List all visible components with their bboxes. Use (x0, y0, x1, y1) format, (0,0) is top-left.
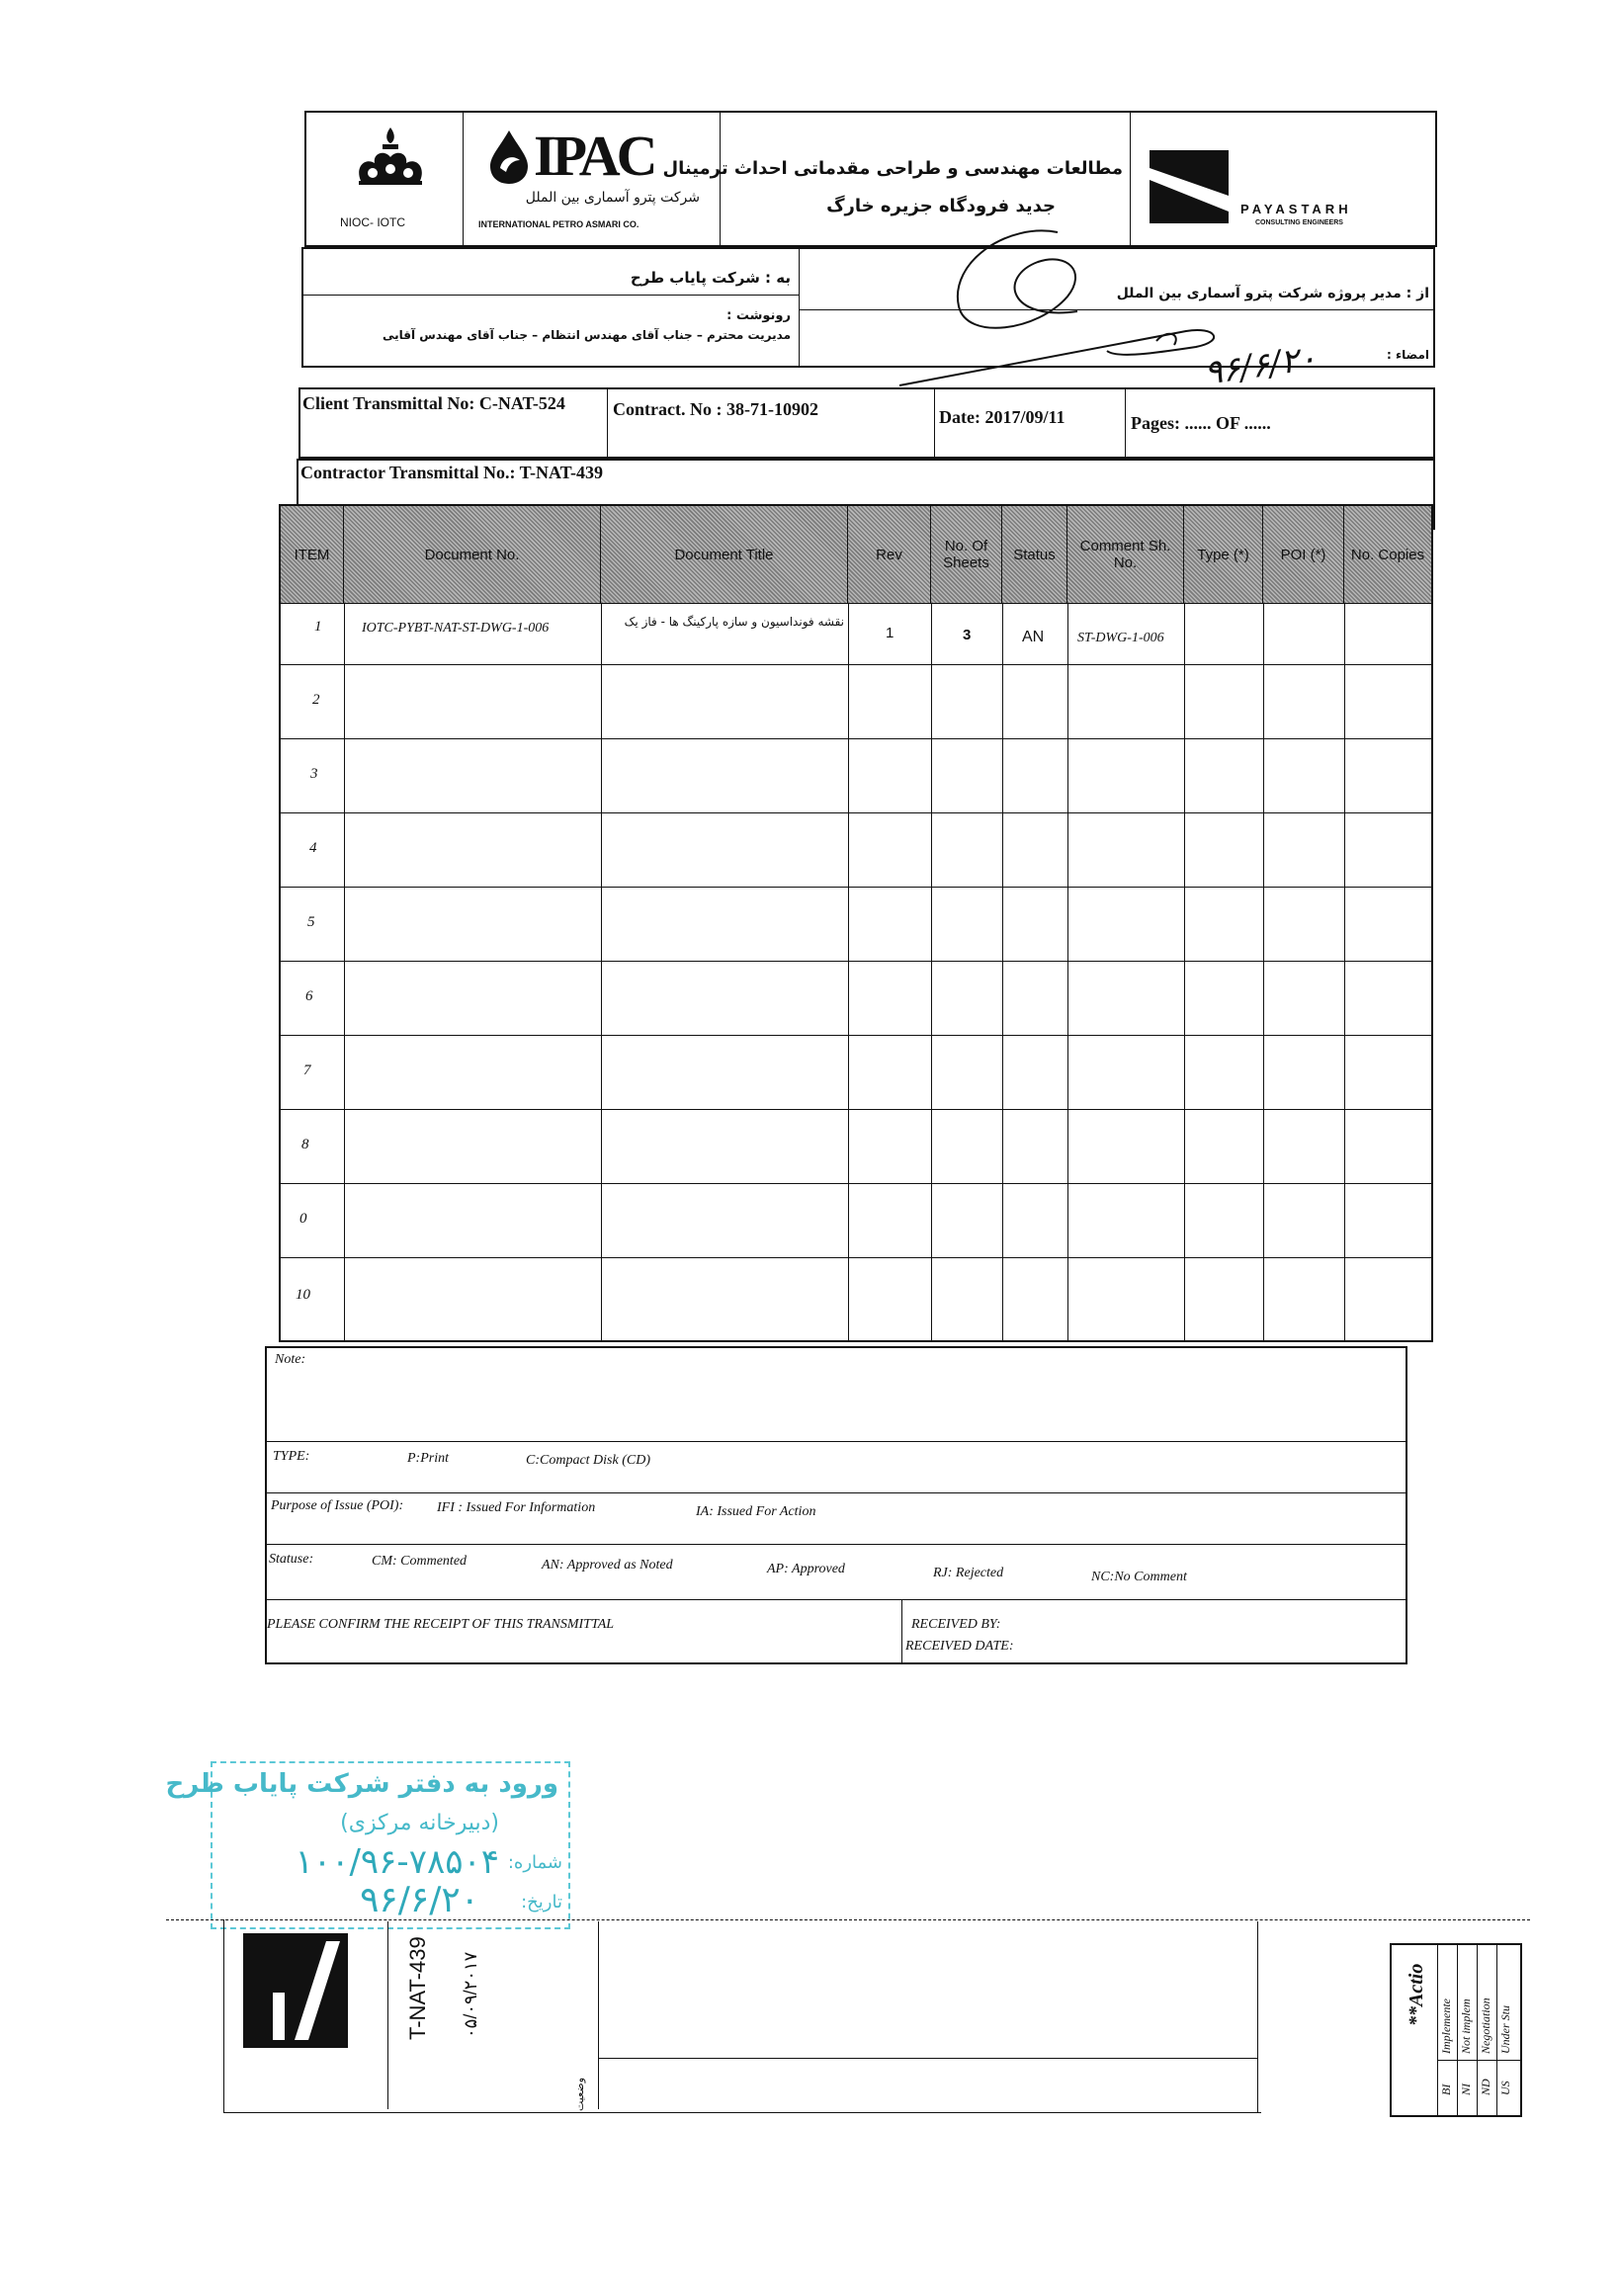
footer-divider-1 (387, 1921, 388, 2109)
ipac-english-name: INTERNATIONAL PETRO ASMARI CO. (478, 219, 639, 229)
row1-comment-sheet: ST-DWG-1-006 (1077, 631, 1164, 645)
contract-no: Contract. No : 38-71-10902 (613, 399, 818, 419)
col-line-2 (601, 603, 602, 1340)
action-col-4 (1496, 1943, 1497, 2117)
poi-ia: IA: Issued For Action (696, 1504, 816, 1519)
row-number-7: 7 (303, 1063, 311, 1078)
ipac-drop-icon (486, 128, 532, 186)
status-nc: NC:No Comment (1091, 1570, 1187, 1584)
header-document-title: Document Title (601, 506, 848, 603)
row1-sheets: 3 (963, 627, 972, 643)
row-number-6: 6 (305, 988, 313, 1004)
footer-transmittal-code: T-NAT-439 (405, 1936, 430, 2040)
col-line-1 (344, 603, 345, 1340)
header-document-no: Document No. (344, 506, 601, 603)
from-sender: از : مدیر پروژه شرکت پترو آسماری بین الملل (1116, 286, 1429, 301)
action-code-nd: ND (1479, 2079, 1492, 2095)
handwritten-date: ۹۶/۶/۲۰ (1201, 338, 1320, 393)
row1-document-no: IOTC-PYBT-NAT-ST-DWG-1-006 (362, 621, 550, 636)
footer-divider-3 (1257, 1921, 1258, 2113)
payastarh-subtitle: CONSULTING ENGINEERS (1255, 219, 1343, 226)
transmittal-date: Date: 2017/09/11 (939, 407, 1065, 427)
row-line-10 (281, 1257, 1431, 1258)
ipac-logo-text: IPAC (534, 124, 654, 188)
row-line-2 (281, 664, 1431, 665)
status-label: Statuse: (269, 1552, 314, 1567)
stamp-number-label: شماره: (507, 1852, 562, 1873)
footer-handwritten-ref: ۰۵/۰۹/۲۰۱۷ (461, 1951, 480, 2038)
transmittal-divider-1 (607, 387, 608, 459)
addressing-divider (799, 249, 800, 366)
received-date: RECEIVED DATE: (905, 1639, 1014, 1654)
received-divider (901, 1599, 902, 1662)
notes-line-4 (267, 1599, 1406, 1600)
row-line-8 (281, 1109, 1431, 1110)
status-cm: CM: Commented (372, 1554, 468, 1569)
header-no-of-sheets: No. Of Sheets (931, 506, 1002, 603)
header-status: Status (1002, 506, 1067, 603)
status-ap: AP: Approved (767, 1562, 845, 1576)
col-line-9 (1344, 603, 1345, 1340)
notes-line-3 (267, 1544, 1406, 1545)
row-number-1: 1 (314, 619, 322, 635)
action-title: **Actio (1406, 1963, 1427, 2026)
header-poi: POI (*) (1263, 506, 1344, 603)
header-divider-1 (463, 113, 464, 245)
header-divider-2 (720, 113, 721, 245)
footer-logo-icon (243, 1933, 348, 2048)
contractor-transmittal-no: Contractor Transmittal No.: T-NAT-439 (300, 463, 603, 482)
poi-label: Purpose of Issue (POI): (271, 1498, 404, 1513)
header-comment-sheet-no: Comment Sh. No. (1067, 506, 1184, 603)
col-line-5 (1002, 603, 1003, 1340)
header-no-copies: No. Copies (1344, 506, 1431, 603)
row-line-6 (281, 961, 1431, 962)
transmittal-divider-2 (934, 387, 935, 459)
project-title-line2: جدید فرودگاه جزیره خارگ (826, 196, 1056, 216)
footer-form-box (223, 1919, 1261, 2113)
row-line-3 (281, 738, 1431, 739)
footer-divider-2 (598, 1921, 599, 2109)
nioc-label: NIOC- IOTC (340, 215, 405, 229)
col-line-4 (931, 603, 932, 1340)
row-line-9 (281, 1183, 1431, 1184)
action-text-implemented: Implemente (1439, 1998, 1453, 2054)
action-text-negotiation: Negotiation (1479, 1998, 1492, 2054)
col-line-3 (848, 603, 849, 1340)
to-recipient: به : شرکت پایاب طرح (630, 269, 791, 287)
header-item: ITEM (281, 506, 344, 603)
row1-rev: 1 (886, 625, 895, 641)
row-number-4: 4 (309, 840, 317, 856)
nioc-logo-icon (351, 124, 430, 198)
table-header-row (281, 506, 1431, 603)
action-col-1 (1437, 1943, 1438, 2117)
action-col-3 (1477, 1943, 1478, 2117)
cc-label: رونوشت : (726, 308, 791, 323)
notes-line-2 (267, 1492, 1406, 1493)
action-text-not-implemented: Not implem (1459, 1998, 1473, 2054)
header-type: Type (*) (1184, 506, 1263, 603)
col-line-7 (1184, 603, 1185, 1340)
action-row-line (1437, 2060, 1522, 2061)
ipac-persian-name: شرکت پترو آسماری بین الملل (525, 190, 700, 206)
stamp-line2: (دبیرخانه مرکزی) (340, 1811, 499, 1835)
footer-vertical-label: وضعیت (573, 2077, 586, 2111)
poi-ifi: IFI : Issued For Information (437, 1500, 596, 1515)
header-rev: Rev (848, 506, 931, 603)
cc-text: مدیریت محترم – جناب آقای مهندس انتظام – جناب آقای مهندس آقایی (382, 328, 791, 342)
row-line-4 (281, 812, 1431, 813)
row-number-2: 2 (312, 692, 320, 708)
receipt-stamp (165, 1761, 570, 1929)
footer-inner-line (599, 2058, 1257, 2059)
row-line-5 (281, 887, 1431, 888)
col-line-8 (1263, 603, 1264, 1340)
row-number-5: 5 (307, 914, 315, 930)
stamp-date-label: تاریخ: (521, 1892, 562, 1913)
type-cd: C:Compact Disk (CD) (526, 1453, 650, 1468)
stamp-line1: ورود به دفتر شرکت پایاب طرح (165, 1769, 558, 1799)
notes-line-1 (267, 1441, 1406, 1442)
action-code-ni: NI (1459, 2083, 1473, 2095)
action-code-bi: BI (1439, 2083, 1453, 2095)
stamp-date-value: ۹۶/۶/۲۰ (360, 1880, 479, 1920)
signature-label: امضاء : (1387, 348, 1429, 362)
client-transmittal-no: Client Transmittal No: C-NAT-524 (302, 393, 565, 413)
type-label: TYPE: (273, 1449, 310, 1464)
confirm-receipt: PLEASE CONFIRM THE RECEIPT OF THIS TRANSMITTAL (267, 1617, 615, 1632)
col-line-6 (1067, 603, 1068, 1340)
addressing-row-line (302, 295, 800, 296)
payastarh-name: PAYASTARH (1240, 202, 1352, 216)
transmittal-divider-3 (1125, 387, 1126, 459)
action-col-2 (1457, 1943, 1458, 2117)
row-line-7 (281, 1035, 1431, 1036)
pages-count: Pages: ...... OF ...... (1131, 413, 1271, 433)
row-line-1 (281, 603, 1431, 604)
row-number-9: 0 (299, 1211, 307, 1227)
note-label: Note: (275, 1352, 306, 1367)
type-print: P:Print (407, 1451, 449, 1466)
stamp-number-value: ۱۰۰/۹۶-۷۸۵۰۴ (295, 1842, 499, 1882)
status-rj: RJ: Rejected (933, 1566, 1004, 1580)
row-number-3: 3 (310, 766, 318, 782)
project-title-line1: مطالعات مهندسی و طراحی مقدماتی احداث ترمینال (662, 158, 1123, 179)
action-code-us: US (1498, 2081, 1512, 2095)
received-by: RECEIVED BY: (911, 1617, 1001, 1632)
row-number-10: 10 (296, 1287, 310, 1303)
row1-document-title: نقشه فونداسیون و سازه پارکینگ ها - فاز یک (624, 615, 844, 629)
row1-status: AN (1022, 629, 1045, 645)
status-an: AN: Approved as Noted (542, 1558, 673, 1573)
row-number-8: 8 (301, 1137, 309, 1152)
action-text-under-study: Under Stu (1498, 2005, 1512, 2054)
